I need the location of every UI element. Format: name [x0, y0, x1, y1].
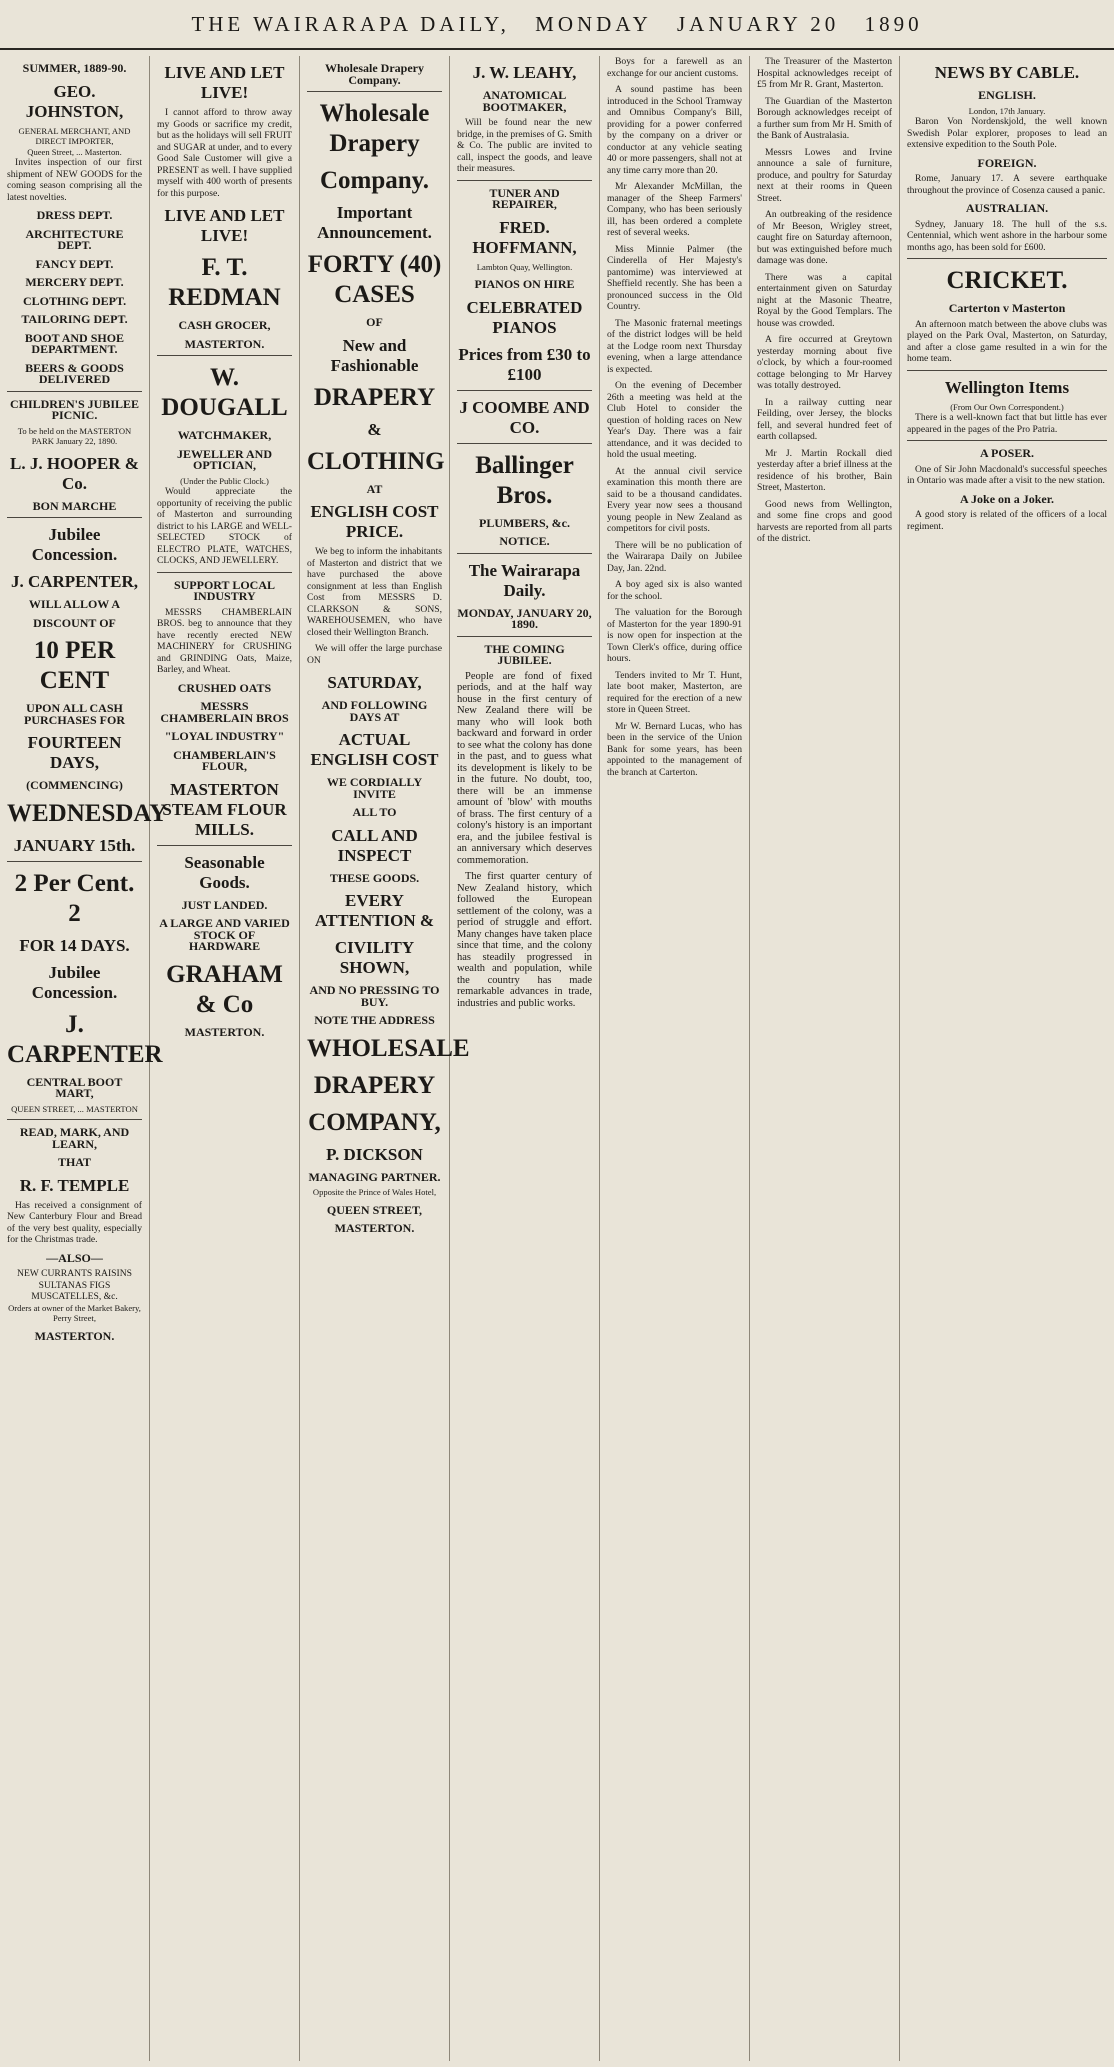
ad-text: Orders at owner of the Market Bakery, Perry Street, — [8, 1302, 141, 1323]
article-text: The first quarter century of New Zealand history, which followed the European settlement of the colony, was a period of struggle and effort. Many changes have taken place since that time, and the colony has steadily progressed in wealth and population, while the country has made remarkable advances in trade, industries and public works. — [457, 871, 592, 1009]
news-paragraph: A sound pastime has been introduced in the School Tramway and Omnibus Company's Bill, providing for a power conferred by the company on a driver or conductor at any vehicle seating 40 or more passengers, shall not at any time carry more than 20. — [607, 84, 742, 176]
section-subhead: (From Our Own Correspondent.) — [950, 401, 1064, 412]
ad-subhead: PLUMBERS, &c. — [479, 515, 570, 530]
ad-address: MASTERTON. — [334, 1221, 415, 1235]
news-paragraph: There will be no publication of the Wairarapa Daily on Jubilee Day, Jan. 22nd. — [607, 539, 742, 574]
ad-subhead: DRESS DEPT. — [36, 208, 113, 222]
section-headline: NEWS BY CABLE. — [934, 63, 1080, 82]
ad-subhead: TUNER AND REPAIRER, — [489, 185, 560, 211]
ad-headline: DRAPERY — [313, 1071, 436, 1099]
column-2 — [150, 56, 300, 2061]
news-paragraph: An outbreaking of the residence of Mr Beeson, Wrigley street, caught fire on Saturday afternoon, but was extinguished before much damage was done. — [757, 209, 892, 266]
ad-text: ALL TO — [352, 805, 397, 819]
news-paragraph: Mr J. Martin Rockall died yesterday after a brief illness at the residence of his brother, Bain Street, Masterton. — [757, 447, 892, 493]
ad-name: J. CARPENTER — [7, 1010, 163, 1068]
news-paragraph: The valuation for the Borough of Masterton for the year 1890-91 is now open for inspection at the Town Clerk's office, during office hours. — [607, 607, 742, 664]
ad-subhead: BOOT AND SHOE DEPARTMENT. — [24, 330, 125, 356]
section-headline: A Joke on a Joker. — [960, 491, 1054, 506]
ad-text: To be held on the MASTERTON PARK January 22, 1890. — [17, 425, 132, 446]
ad-subhead: A LARGE AND VARIED STOCK OF HARDWARE — [159, 916, 290, 953]
ad-header: MESSRS CHAMBERLAIN BROS — [160, 699, 289, 725]
news-paragraph: A good story is related of the officers of a local regiment. — [907, 509, 1107, 532]
news-paragraph: On the evening of December 26th a meeting was held at the Club Hotel to consider the question of holding races on New Year's Day. There was a fair attendance, and it was decided to hold the usual meeting. — [607, 380, 742, 460]
ad-address: Opposite the Prince of Wales Hotel, — [312, 1187, 437, 1197]
ad-address: Queen Street, ... Masterton. — [27, 146, 122, 157]
column-6 — [750, 56, 900, 2061]
ad-headline: SATURDAY, — [327, 673, 422, 692]
ad-text: (COMMENCING) — [26, 778, 123, 792]
ad-text: AND FOLLOWING DAYS AT — [321, 698, 428, 724]
ad-subhead: FANCY DEPT. — [35, 256, 114, 271]
ad-subhead: ARCHITECTURE DEPT. — [25, 226, 124, 252]
ad-headline: CALL AND INSPECT — [331, 825, 418, 865]
news-paragraph: Messrs Lowes and Irvine announce a sale of furniture, produce, and poultry for Saturday next at their rooms in Queen Street. — [757, 146, 892, 204]
ad-name: GEO. JOHNSTON, — [25, 81, 124, 121]
ad-headline: CELEBRATED PIANOS — [466, 297, 583, 337]
ad-subhead: WATCHMAKER, — [177, 428, 272, 442]
ad-headline: DRAPERY — [313, 383, 436, 411]
ad-headline: ACTUAL ENGLISH COST — [310, 730, 439, 769]
ad-text: —ALSO— — [46, 1250, 103, 1265]
section-subhead: AUSTRALIAN. — [965, 201, 1049, 215]
ad-header: Jubilee Concession. — [31, 962, 118, 1002]
divider — [7, 861, 142, 862]
ad-subhead: BEERS & GOODS DELIVERED — [25, 360, 124, 386]
divider — [7, 517, 142, 518]
ad-text: FOURTEEN DAYS, — [27, 733, 122, 772]
paper-title: The Wairarapa Daily. — [468, 560, 581, 600]
divider — [907, 370, 1107, 371]
section-headline: Wellington Items — [944, 377, 1070, 397]
section-headline: A POSER. — [979, 446, 1034, 460]
ad-text: NOTE THE ADDRESS — [314, 1013, 435, 1027]
news-paragraph: Mr W. Bernard Lucas, who has been in the service of the Union Bank for some years, has been appointed to the management of the branch at Carterton. — [607, 720, 742, 778]
news-paragraph: There was a capital entertainment given on Saturday night at the Masonic Theatre, Royal by the Good Templars. The house was crowded. — [757, 271, 892, 329]
ad-subhead: BON MARCHE — [32, 498, 117, 513]
ad-name: MASTERTON STEAM FLOUR MILLS. — [162, 779, 287, 839]
masthead — [0, 0, 1114, 50]
ad-header: SUPPORT LOCAL INDUSTRY — [173, 577, 276, 603]
ad-name: GRAHAM & Co — [166, 960, 283, 1018]
ad-headline: WHOLESALE — [307, 1034, 470, 1062]
ad-name: F. T. REDMAN — [168, 254, 281, 311]
ad-header: Wholesale Drapery Company. — [325, 61, 424, 87]
ad-address: MASTERTON. — [184, 1024, 265, 1039]
ad-text: OF — [366, 315, 383, 329]
ad-header: Jubilee Concession. — [31, 525, 118, 564]
ad-headline: FORTY (40) CASES — [307, 251, 442, 308]
ad-address: Lambton Quay, Wellington. — [476, 261, 573, 272]
ad-subhead: MERCERY DEPT. — [25, 275, 124, 289]
ad-text: THESE GOODS. — [329, 870, 420, 885]
news-paragraph: Mr Alexander McMillan, the manager of the Sheep Farmers' Company, who has been seriously ill, has been ordered a complete rest of several weeks. — [607, 181, 742, 238]
ad-name: Company. — [319, 167, 430, 194]
ad-text: AND NO PRESSING TO BUY. — [309, 983, 440, 1009]
news-paragraph: Miss Minnie Palmer (the Cinderella of Her Majesty's pantomime) was interviewed at Sheffield recently. She has been a pronounced success in the Old Country. — [607, 243, 742, 312]
ad-name: R. F. TEMPLE — [19, 1175, 130, 1195]
divider — [457, 180, 592, 181]
ad-header: LIVE AND LET LIVE! — [164, 63, 285, 102]
news-paragraph: Sydney, January 18. The hull of the s.s. Centennial, which went ashore in the harbour some months ago, has been sold for £600. — [907, 218, 1107, 253]
masthead-year: 1890 — [864, 12, 923, 36]
section-headline: CRICKET. — [946, 267, 1068, 294]
ad-name: Ballinger Bros. — [475, 451, 574, 509]
ad-address: QUEEN STREET, — [326, 1202, 423, 1217]
ad-name: J. CARPENTER, — [10, 572, 139, 591]
ad-header: Seasonable Goods. — [184, 852, 265, 892]
ad-subhead: PIANOS ON HIRE — [474, 277, 575, 291]
ad-text: ENGLISH COST PRICE. — [310, 502, 439, 541]
ad-text: NEW CURRANTS RAISINS SULTANAS FIGS MUSCATELLES, &c. — [17, 1268, 132, 1302]
ad-subhead: CLOTHING DEPT. — [22, 293, 127, 308]
ad-trade: GENERAL MERCHANT, AND DIRECT IMPORTER, — [18, 125, 131, 146]
ad-name: P. DICKSON — [326, 1144, 423, 1164]
divider — [307, 91, 442, 92]
divider — [907, 440, 1107, 441]
ad-subhead: CENTRAL BOOT MART, — [26, 1074, 123, 1100]
ad-header: LIVE AND LET LIVE! — [164, 206, 285, 245]
ad-text: MESSRS CHAMBERLAIN BROS. beg to announce that they have recently erected NEW MACHINERY for CRUSHING and GRINDING Oats, Maize, Barley, and Wheat. — [157, 606, 292, 675]
ad-text: EVERY ATTENTION & — [314, 891, 435, 930]
ad-subhead: MANAGING PARTNER. — [308, 1169, 441, 1184]
ad-name: L. J. HOOPER & Co. — [10, 453, 139, 493]
ad-text: Would appreciate the opportunity of receiving the public of Masterton and surrounding district to his LARGE and WELL-SELECTED STOCK of ELECTRO PLATE, WATCHES, CLOCKS, AND JEWELLERY. — [157, 486, 292, 566]
ad-text: THAT — [57, 1155, 92, 1169]
column-3 — [300, 56, 470, 2061]
masthead-date: JANUARY 20 — [676, 12, 840, 36]
ad-name: W. DOUGALL — [161, 364, 288, 421]
ad-text: DISCOUNT OF — [33, 615, 116, 630]
ad-text: I cannot afford to throw away my Goods or sacrifice my credit, but as the holidays will sell FRUIT and SUGAR at under, and to every Good Sale Customer will give a PRESENT as well. I have supplied myself with 400 worth of presents for this purpose. — [157, 107, 292, 199]
news-paragraph: Rome, January 17. A severe earthquake throughout the province of Cosenza caused a panic. — [907, 173, 1107, 196]
news-paragraph: There is a well-known fact that but little has ever appeared in the pages of the Pro Patria. — [907, 412, 1107, 435]
divider — [457, 636, 592, 637]
ad-subhead: Important Announcement. — [317, 203, 432, 242]
news-paragraph: The Guardian of the Masterton Borough acknowledges receipt of a further sum from Mr H. Smith of the Bank of Australasia. — [757, 95, 892, 141]
ad-subhead: "LOYAL INDUSTRY" — [164, 729, 285, 743]
article-text: People are fond of fixed periods, and at the half way house in the first century of New Zealand there will be many who will look both backward and forward in order to see what the colony has done in the past, and to guess what its development is likely to be in the future. No doubt, too, there will be an immense amount of 'blow' with mouths of brass. The first century of a colony's history is an important era, and the jubilee festival is an anniversary which deserves commemoration. — [457, 670, 592, 866]
news-paragraph: A fire occurred at Greytown yesterday morning about five o'clock, by which a four-roomed cottage belonging to Mr Harvey was totally destroyed. — [757, 334, 892, 391]
divider — [157, 572, 292, 573]
ad-subhead: CASH GROCER, — [178, 318, 271, 332]
news-paragraph: Boys for a farewell as an exchange for our ancient customs. — [607, 56, 742, 79]
column-1 — [0, 56, 168, 2061]
ad-headline: Prices from £30 to £100 — [458, 344, 591, 384]
dateline: London, 17th January. — [968, 105, 1046, 116]
ad-header: NOTICE. — [499, 534, 550, 548]
paper-date: MONDAY, JANUARY 20, 1890. — [457, 605, 592, 631]
news-paragraph: An afternoon match between the above clubs was played on the Park Oval, Masterton, on Saturday, and after a close game resulted in a win for the home team. — [907, 318, 1107, 364]
news-paragraph: At the annual civil service examination this month there are said to be a thousand candidates. Every year now sees a thousand young people in New Zealand as competitors for civil posts. — [607, 465, 742, 534]
ad-name: J. W. LEAHY, — [472, 63, 577, 82]
divider — [457, 390, 592, 391]
ad-subhead: ANATOMICAL BOOTMAKER, — [482, 88, 567, 114]
ad-text: WE CORDIALLY INVITE — [326, 775, 423, 801]
ad-text: & — [367, 419, 382, 439]
ad-headline: 10 PER CENT — [33, 637, 116, 694]
news-paragraph: A boy aged six is also wanted for the school. — [607, 579, 742, 602]
ad-address: QUEEN STREET, ... MASTERTON — [11, 1103, 138, 1114]
news-paragraph: Baron Von Nordenskjold, the well known Swedish Polar explorer, proposes to lead an extensive expedition to the South Pole. — [907, 116, 1107, 150]
ad-name: FRED. HOFFMANN, — [472, 217, 577, 257]
masthead-title: THE WAIRARAPA DAILY, — [191, 12, 510, 36]
section-subhead: ENGLISH. — [978, 88, 1036, 102]
ad-text: UPON ALL CASH PURCHASES FOR — [23, 701, 125, 727]
ad-headline: WEDNESDAY — [7, 799, 168, 827]
ad-text: FOR 14 DAYS. — [19, 935, 130, 955]
divider — [157, 845, 292, 846]
divider — [457, 553, 592, 554]
ad-headline: CLOTHING — [307, 447, 445, 475]
section-subhead: FOREIGN. — [977, 155, 1037, 170]
ad-text: Invites inspection of our first shipment of NEW GOODS for the coming season comprising all the latest novelties. — [7, 157, 142, 203]
ad-text: WILL ALLOW A — [28, 597, 121, 611]
news-paragraph: Good news from Wellington, and some fine crops and good harvests are reported from all parts of the district. — [757, 498, 892, 544]
news-paragraph: In a railway cutting near Feilding, over Jersey, the blocks fell, and several hundred feet of earth collapsed. — [757, 396, 892, 442]
ad-text: Will be found near the new bridge, in the premises of G. Smith & Co. The public are invited to call, inspect the goods, and leave their measures. — [457, 117, 592, 174]
column-4 — [450, 56, 600, 2061]
article-headline: THE COMING JUBILEE. — [484, 641, 565, 667]
ad-text: AT — [366, 481, 383, 496]
ad-header: CHILDREN'S JUBILEE PICNIC. — [9, 396, 140, 422]
divider — [457, 443, 592, 444]
ad-address: MASTERTON. — [184, 336, 265, 351]
ad-text: We will offer the large purchase ON — [307, 643, 442, 666]
ad-text: (Under the Public Clock.) — [180, 475, 269, 486]
ad-subhead: JUST LANDED. — [181, 897, 268, 912]
divider — [157, 355, 292, 356]
news-paragraph: The Masonic fraternal meetings of the district lodges will be held at the Lodge room next Thursday evening, when a large attendance is expected. — [607, 317, 742, 375]
ad-header: READ, MARK, AND LEARN, — [19, 1125, 130, 1151]
ad-headline: COMPANY, — [308, 1108, 441, 1136]
ad-subhead: JEWELLER AND OPTICIAN, — [176, 446, 273, 472]
news-paragraph: One of Sir John Macdonald's successful speeches in Ontario was made after a visit to the new station. — [907, 463, 1107, 486]
news-paragraph: Tenders invited to Mr T. Hunt, late boot maker, Masterton, are required for the erection of a new store in Queen Street. — [607, 669, 742, 715]
divider — [7, 391, 142, 392]
ad-text: JANUARY 15th. — [13, 835, 136, 855]
column-7 — [900, 56, 1114, 2061]
ad-address: MASTERTON. — [34, 1328, 115, 1343]
ad-text: We beg to inform the inhabitants of Masterton and district that we have purchased the above consignment at less than English Cost from MESSRS D. CLARKSON & SONS, WAREHOUSEMEN, who have closed their Wellington Branch. — [307, 546, 442, 638]
ad-header: SUMMER, 1889-90. — [22, 61, 127, 75]
column-5 — [600, 56, 750, 2061]
ad-text: New and Fashionable — [330, 335, 419, 375]
ad-name: J COOMBE AND CO. — [459, 397, 590, 437]
news-paragraph: The Treasurer of the Masterton Hospital acknowledges receipt of £5 from Mr R. Grant, Masterton. — [757, 56, 892, 90]
divider — [907, 258, 1107, 259]
ad-subhead: CRUSHED OATS — [177, 680, 272, 695]
ad-text: CIVILITY SHOWN, — [334, 938, 415, 977]
divider — [7, 1119, 142, 1120]
ad-subhead: TAILORING DEPT. — [21, 312, 128, 326]
section-subhead: Carterton v Masterton — [948, 301, 1066, 315]
ad-headline: 2 Per Cent. 2 — [14, 869, 135, 927]
ad-name: Wholesale Drapery — [319, 100, 430, 157]
masthead-day: MONDAY — [535, 12, 652, 36]
ad-text: Has received a consignment of New Canterbury Flour and Bread of the very best quality, especially for the Christmas trade. — [7, 1199, 142, 1245]
ad-subhead: CHAMBERLAIN'S FLOUR, — [173, 747, 276, 773]
